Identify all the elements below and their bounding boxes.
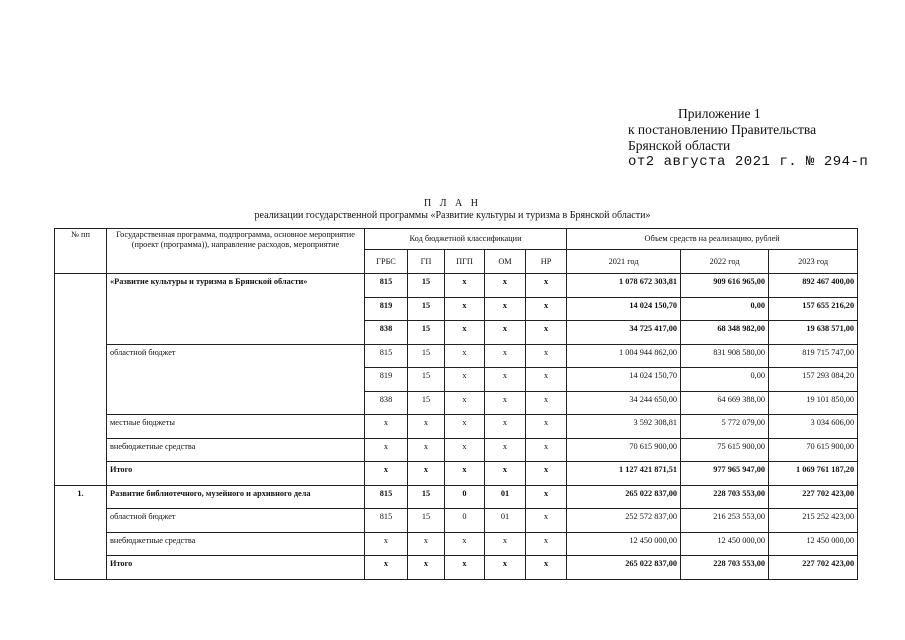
- cell-grbs: х: [365, 532, 408, 556]
- cell-amount-y2021: 3 592 308,81: [567, 415, 681, 439]
- appendix-decree: к постановлению Правительства: [628, 122, 817, 137]
- cell-amount-y2023: 157 655 216,20: [769, 297, 858, 321]
- cell-gp: 15: [408, 368, 445, 392]
- header-num: № пп: [55, 229, 107, 274]
- table-row: [55, 438, 858, 462]
- cell-pgp: х: [445, 344, 485, 368]
- cell-amount-y2023: 19 638 571,00: [769, 321, 858, 345]
- cell-grbs: 815: [365, 274, 408, 298]
- cell-om: х: [485, 462, 526, 486]
- cell-pgp: х: [445, 532, 485, 556]
- cell-nr: х: [526, 438, 567, 462]
- row-name: внебюджетные средства: [107, 438, 365, 462]
- header-2022: 2022 год: [681, 250, 769, 274]
- header-pgp: ПГП: [445, 250, 485, 274]
- cell-pgp: х: [445, 297, 485, 321]
- cell-amount-y2021: 34 244 650,00: [567, 391, 681, 415]
- cell-om: х: [485, 344, 526, 368]
- header-gp: ГП: [408, 250, 445, 274]
- cell-pgp: х: [445, 415, 485, 439]
- cell-amount-y2022: 831 908 580,00: [681, 344, 769, 368]
- cell-amount-y2023: 227 702 423,00: [769, 485, 858, 509]
- cell-amount-y2023: 1 069 761 187,20: [769, 462, 858, 486]
- cell-om: 01: [485, 509, 526, 533]
- cell-pgp: х: [445, 321, 485, 345]
- cell-amount-y2023: 157 293 084,20: [769, 368, 858, 392]
- cell-pgp: х: [445, 274, 485, 298]
- cell-amount-y2023: 892 467 400,00: [769, 274, 858, 298]
- header-om: ОМ: [485, 250, 526, 274]
- cell-amount-y2022: 68 348 982,00: [681, 321, 769, 345]
- cell-amount-y2021: 1 127 421 871,51: [567, 462, 681, 486]
- cell-gp: х: [408, 438, 445, 462]
- plan-table: [54, 228, 858, 580]
- plan-subtitle: реализации государственной программы «Развитие культуры и туризма в Брянской области»: [254, 210, 651, 221]
- cell-nr: х: [526, 556, 567, 580]
- plan-table-body: [55, 274, 858, 580]
- table-row: [55, 556, 858, 580]
- cell-pgp: х: [445, 368, 485, 392]
- cell-grbs: 819: [365, 297, 408, 321]
- header-2023: 2023 год: [769, 250, 858, 274]
- row-name: внебюджетные средства: [107, 532, 365, 556]
- cell-amount-y2022: 5 772 079,00: [681, 415, 769, 439]
- cell-amount-y2021: 252 572 837,00: [567, 509, 681, 533]
- cell-amount-y2022: 216 253 553,00: [681, 509, 769, 533]
- cell-gp: 15: [408, 485, 445, 509]
- table-row: [55, 532, 858, 556]
- cell-om: х: [485, 415, 526, 439]
- table-row: [55, 509, 858, 533]
- cell-amount-y2021: 1 004 944 862,00: [567, 344, 681, 368]
- cell-amount-y2022: 909 616 965,00: [681, 274, 769, 298]
- header-2021: 2021 год: [567, 250, 681, 274]
- table-row: [55, 274, 858, 298]
- appendix-title: Приложение 1: [678, 106, 761, 121]
- cell-amount-y2021: 1 078 672 303,81: [567, 274, 681, 298]
- cell-amount-y2022: 12 450 000,00: [681, 532, 769, 556]
- cell-nr: х: [526, 274, 567, 298]
- row-name: Развитие библиотечного, музейного и архивного дела: [107, 485, 365, 509]
- header-nr: НР: [526, 250, 567, 274]
- table-row: [55, 485, 858, 509]
- cell-nr: х: [526, 462, 567, 486]
- cell-om: 01: [485, 485, 526, 509]
- row-name: местные бюджеты: [107, 415, 365, 439]
- cell-pgp: х: [445, 391, 485, 415]
- cell-grbs: х: [365, 462, 408, 486]
- cell-amount-y2021: 14 024 150,70: [567, 297, 681, 321]
- cell-amount-y2021: 265 022 837,00: [567, 556, 681, 580]
- header-program: Государственная программа, подпрограмма, основное мероприятие (проект (программа)), направление расходов, мероприятие: [107, 229, 365, 274]
- cell-nr: х: [526, 321, 567, 345]
- cell-amount-y2021: 265 022 837,00: [567, 485, 681, 509]
- cell-gp: х: [408, 556, 445, 580]
- cell-grbs: х: [365, 556, 408, 580]
- cell-om: х: [485, 368, 526, 392]
- cell-pgp: х: [445, 438, 485, 462]
- cell-gp: х: [408, 462, 445, 486]
- row-number: 1.: [55, 485, 107, 579]
- cell-nr: х: [526, 368, 567, 392]
- appendix-region: Брянской области: [628, 138, 731, 153]
- cell-grbs: х: [365, 415, 408, 439]
- cell-om: х: [485, 532, 526, 556]
- table-row: [55, 415, 858, 439]
- document-title: [0, 198, 905, 222]
- header-funds: Объем средств на реализацию, рублей: [567, 229, 858, 250]
- cell-grbs: 815: [365, 344, 408, 368]
- cell-gp: 15: [408, 509, 445, 533]
- cell-grbs: 815: [365, 485, 408, 509]
- cell-amount-y2023: 3 034 606,00: [769, 415, 858, 439]
- cell-gp: 15: [408, 344, 445, 368]
- cell-amount-y2023: 12 450 000,00: [769, 532, 858, 556]
- cell-gp: 15: [408, 391, 445, 415]
- cell-nr: х: [526, 485, 567, 509]
- cell-grbs: х: [365, 438, 408, 462]
- plan-heading: П Л А Н: [424, 198, 481, 209]
- cell-amount-y2023: 215 252 423,00: [769, 509, 858, 533]
- row-name: областной бюджет: [107, 509, 365, 533]
- cell-gp: 15: [408, 297, 445, 321]
- cell-om: х: [485, 391, 526, 415]
- cell-pgp: х: [445, 462, 485, 486]
- cell-gp: 15: [408, 321, 445, 345]
- cell-amount-y2022: 228 703 553,00: [681, 485, 769, 509]
- header-budget-code: Код бюджетной классификации: [365, 229, 567, 250]
- cell-amount-y2022: 75 615 900,00: [681, 438, 769, 462]
- row-name: Итого: [107, 462, 365, 486]
- cell-nr: х: [526, 344, 567, 368]
- row-name: «Развитие культуры и туризма в Брянской области»: [107, 274, 365, 345]
- cell-amount-y2022: 977 965 947,00: [681, 462, 769, 486]
- cell-pgp: х: [445, 556, 485, 580]
- table-row: [55, 344, 858, 368]
- cell-nr: х: [526, 391, 567, 415]
- cell-om: х: [485, 438, 526, 462]
- cell-amount-y2023: 227 702 423,00: [769, 556, 858, 580]
- cell-amount-y2021: 12 450 000,00: [567, 532, 681, 556]
- cell-amount-y2022: 228 703 553,00: [681, 556, 769, 580]
- cell-om: х: [485, 321, 526, 345]
- cell-amount-y2023: 819 715 747,00: [769, 344, 858, 368]
- table-row: [55, 462, 858, 486]
- cell-om: х: [485, 274, 526, 298]
- cell-nr: х: [526, 532, 567, 556]
- cell-grbs: 815: [365, 509, 408, 533]
- cell-amount-y2023: 19 101 850,00: [769, 391, 858, 415]
- cell-gp: 15: [408, 274, 445, 298]
- cell-om: х: [485, 297, 526, 321]
- appendix-date-number: от2 августа 2021 г. № 294-п: [628, 154, 869, 170]
- cell-amount-y2022: 0,00: [681, 297, 769, 321]
- header-grbs: ГРБС: [365, 250, 408, 274]
- cell-pgp: 0: [445, 509, 485, 533]
- cell-amount-y2021: 14 024 150,70: [567, 368, 681, 392]
- row-name: областной бюджет: [107, 344, 365, 415]
- cell-amount-y2023: 70 615 900,00: [769, 438, 858, 462]
- cell-grbs: 838: [365, 391, 408, 415]
- cell-gp: х: [408, 532, 445, 556]
- cell-grbs: 819: [365, 368, 408, 392]
- appendix-block: [628, 106, 868, 170]
- cell-nr: х: [526, 415, 567, 439]
- cell-amount-y2021: 34 725 417,00: [567, 321, 681, 345]
- cell-om: х: [485, 556, 526, 580]
- cell-gp: х: [408, 415, 445, 439]
- cell-amount-y2022: 0,00: [681, 368, 769, 392]
- cell-grbs: 838: [365, 321, 408, 345]
- cell-amount-y2021: 70 615 900,00: [567, 438, 681, 462]
- cell-amount-y2022: 64 669 388,00: [681, 391, 769, 415]
- cell-pgp: 0: [445, 485, 485, 509]
- row-name: Итого: [107, 556, 365, 580]
- cell-nr: х: [526, 297, 567, 321]
- cell-nr: х: [526, 509, 567, 533]
- row-number: [55, 274, 107, 486]
